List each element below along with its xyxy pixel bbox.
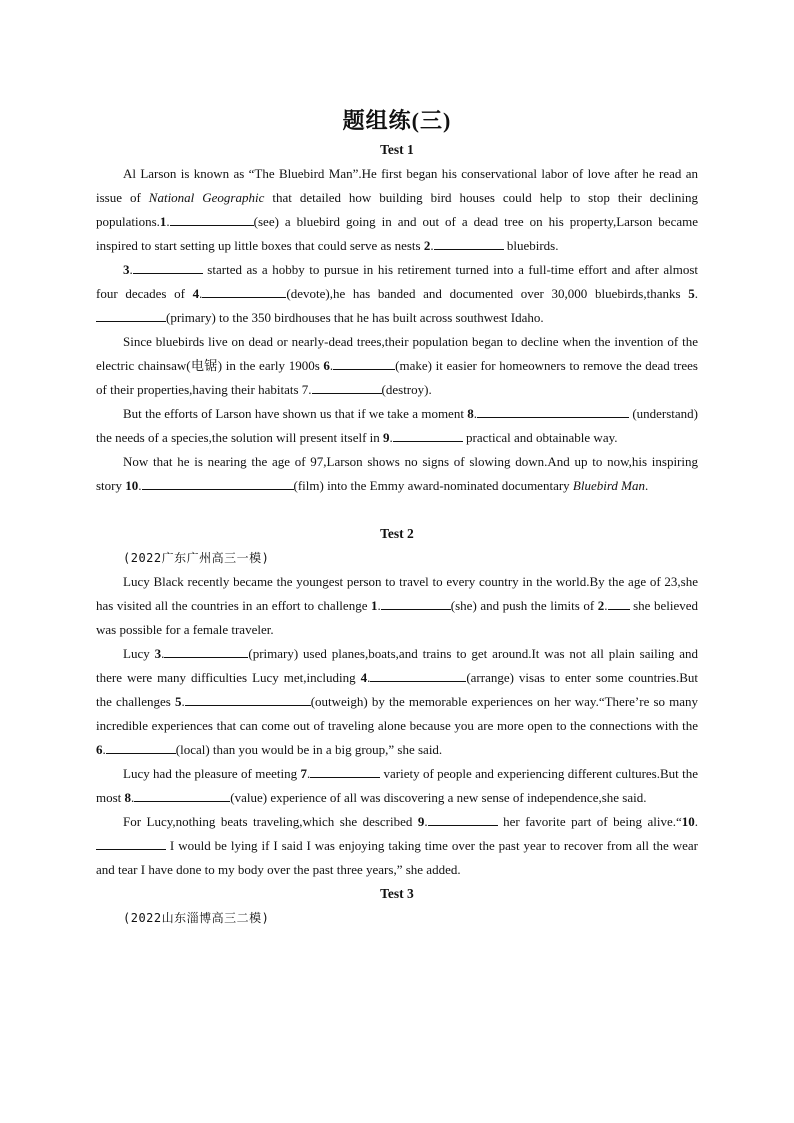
answer-blank-1[interactable] [381,596,451,610]
test-1-paragraph-4: But the efforts of Larson have shown us that if we take a moment 8. (understand) the needs of a species,the solution will present itself in 9. practical and obtainable way. [96,406,699,445]
answer-blank-3[interactable] [133,260,203,274]
answer-blank-3[interactable] [164,644,248,658]
answer-blank-7[interactable] [312,380,382,394]
test-1-paragraph-2: 3. started as a hobby to pursue in his retirement turned into a full-time effort and after almost four decades of 4. (devote),he has banded and documented over 30,000 bluebirds,thanks 5.(primary) to the 350 birdhouses that he has built across southwest Idaho. [96,262,698,325]
answer-blank-2[interactable] [434,236,504,250]
answer-blank-10[interactable] [142,476,294,490]
test-2-heading: Test 2 [380,526,414,541]
document-page [96,104,698,930]
test-2-paragraph-3: Lucy had the pleasure of meeting 7. variety of people and experiencing different cultures.But the most 8. (value) experience of all was discovering a new sense of independence,she said. [96,766,698,805]
answer-blank-6[interactable] [106,740,176,754]
answer-blank-9[interactable] [428,812,498,826]
test-3-heading: Test 3 [380,886,414,901]
answer-blank-1[interactable] [170,212,254,226]
answer-blank-5[interactable] [96,308,166,322]
test-2-source: (2022广东广州高三一模) [123,551,270,565]
answer-blank-6[interactable] [333,356,395,370]
answer-blank-8[interactable] [477,404,629,418]
test-1-paragraph-5: Now that he is nearing the age of 97,Larson shows no signs of slowing down.And up to now,his inspiring story 10. (film) into the Emmy award-nominated documentary Bluebird Man. [96,454,698,493]
answer-blank-9[interactable] [393,428,463,442]
test-2-paragraph-2: Lucy 3. (primary) used planes,boats,and trains to get around.It was not all plain sailing and there were many difficulties Lucy met,including 4. (arrange) visas to enter some countries.But the challenges 5. (outweigh) by the memorable experiences on her way.“There’re so many incredible experiences that can come out of traveling alone because you are more open to the connections with the 6. (local) than you would be in a big group,” she said. [96,646,698,757]
test-2-paragraph-4: For Lucy,nothing beats traveling,which she described 9. her favorite part of being alive.“10. I would be lying if I said I was enjoying taking time over the past year to recover from all the wear and tear I have done to my body over the past three years,” she added. [96,814,698,877]
test-3-source: (2022山东淄博高三二模) [123,911,270,925]
page-title: 题组练(三) [342,108,452,133]
answer-blank-10[interactable] [96,836,166,850]
answer-blank-8[interactable] [134,788,230,802]
test-1-heading: Test 1 [380,142,414,157]
answer-blank-5[interactable] [185,692,311,706]
answer-blank-2[interactable] [608,596,630,610]
answer-blank-4[interactable] [370,668,466,682]
answer-blank-4[interactable] [202,284,286,298]
test-1-paragraph-1: Al Larson is known as “The Bluebird Man”.He first began his conservational labor of love after he read an issue of National Geographic that detailed how building bird houses could help to stop their declining populations.1. (see) a bluebird going in and out of a dead tree on his property,Larson became inspired to start setting up little boxes that could serve as nests 2. bluebirds. [96,166,698,253]
test-2-paragraph-1: Lucy Black recently became the youngest person to travel to every country in the world.By the age of 23,she has visited all the countries in an effort to challenge 1. (she) and push the limits of 2. she believed was possible for a female traveler. [96,574,698,637]
answer-blank-7[interactable] [310,764,380,778]
test-1-paragraph-3: Since bluebirds live on dead or nearly-dead trees,their population began to decline when the invention of the electric chainsaw(电锯) in the early 1900s 6. (make) it easier for homeowners to remove the dead trees of their properties,having their habitats 7. (destroy). [96,334,698,397]
